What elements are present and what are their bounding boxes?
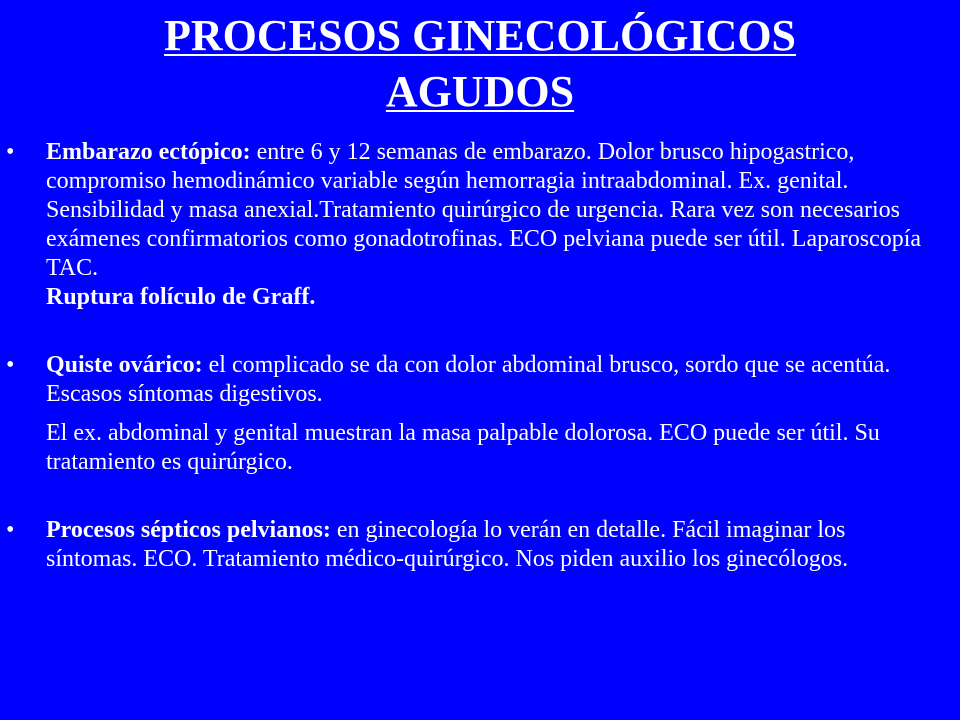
bullet-heading: Quiste ovárico: [46, 352, 203, 378]
bullet-body: en ginecología lo verán en detalle. Fácil imaginar los síntomas. ECO. Tratamiento médico-quirúrgico. Nos piden auxilio los ginecólogos. [46, 517, 849, 572]
bullet-trailing-bold: Ruptura folículo de Graff. [46, 284, 316, 310]
slide-body [0, 138, 960, 574]
bullet-icon: • [6, 517, 15, 543]
title-line-1: PROCESOS GINECOLÓGICOS [163, 11, 797, 60]
bullet-text [46, 139, 921, 310]
slide-title [60, 8, 900, 120]
bullet-text [46, 517, 848, 572]
continuation-paragraph: El ex. abdominal y genital muestran la masa palpable dolorosa. ECO puede ser útil. Su tratamiento es quirúrgico. [46, 420, 880, 475]
bullet-icon: • [6, 352, 15, 378]
bullet-heading: Procesos sépticos pelvianos: [46, 517, 331, 543]
title-line-2: AGUDOS [385, 67, 575, 116]
bullet-icon: • [6, 139, 15, 165]
bullet-heading: Embarazo ectópico: [46, 139, 251, 165]
bullet-procesos-septicos [6, 516, 926, 574]
bullet-embarazo-ectopico [6, 138, 926, 312]
bullet-body: el complicado se da con dolor abdominal brusco, sordo que se acentúa. Escasos síntomas digestivos. [46, 352, 891, 407]
bullet-text [46, 352, 890, 407]
bullet-quiste-ovarico [6, 351, 926, 409]
bullet-body: entre 6 y 12 semanas de embarazo. Dolor brusco hipogastrico, compromiso hemodinámico variable según hemorragia intraabdominal. Ex. genital. Sensibilidad y masa anexial.Tratamiento quirúrgico de urgencia. Rara vez son necesarios exámenes confirmatorios como gonadotrofinas. ECO pelviana puede ser útil. Laparoscopía TAC. [46, 139, 922, 281]
